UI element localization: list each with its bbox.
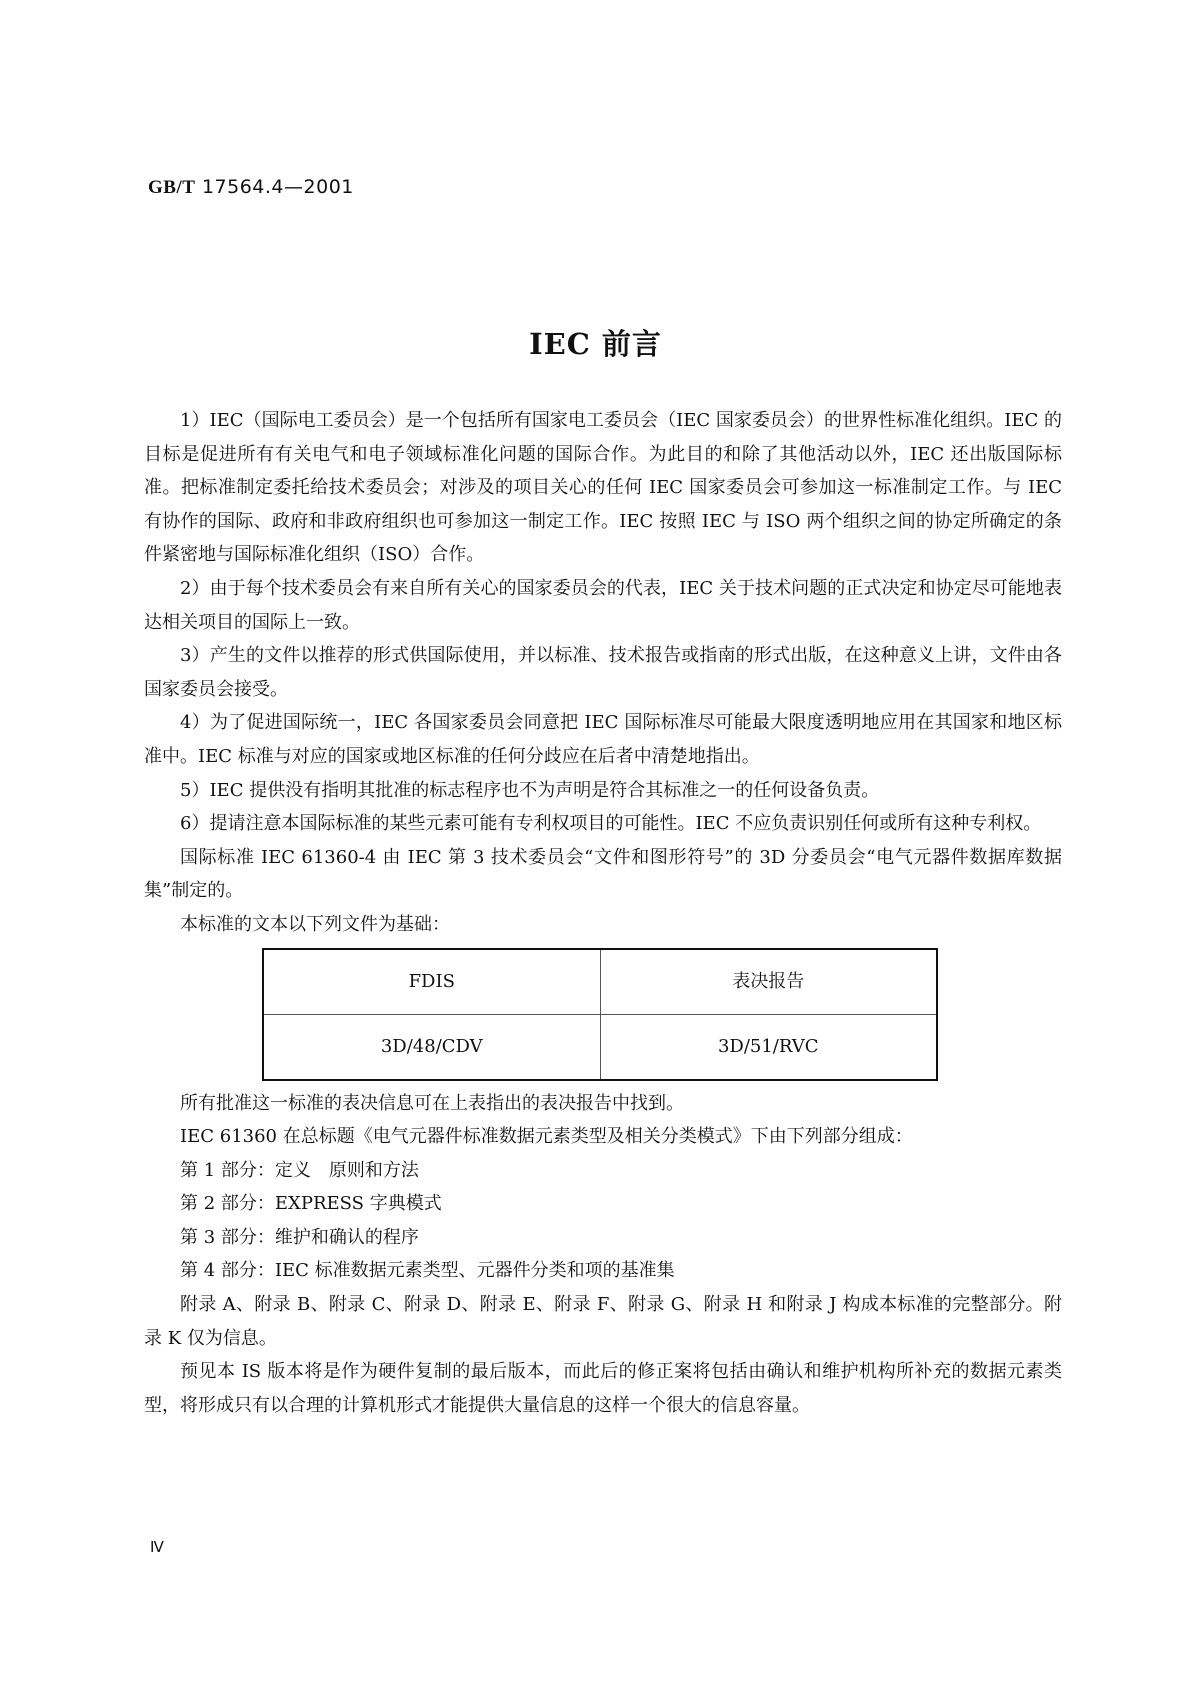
- paragraph: 国际标准 IEC 61360-4 由 IEC 第 3 技术委员会“文件和图形符号”的 3D 分委员会“电气元器件数据库数据集”制定的。: [144, 846, 1062, 902]
- page-title: IEC 前言: [529, 327, 662, 361]
- paragraph: 第 1 部分：定义 原则和方法: [180, 1159, 419, 1181]
- table-header-row: [263, 949, 937, 1015]
- table-cell: 3D/48/CDV: [263, 1014, 600, 1080]
- paragraph: 4）为了促进国际统一，IEC 各国家委员会同意把 IEC 国际标准尽可能最大限度透明地应用在其国家和地区标准中。IEC 标准与对应的国家或地区标准的任何分歧应在后者中清楚地指出。: [144, 712, 1062, 767]
- document-code-number: 17564.4—2001: [201, 176, 354, 198]
- paragraph: 本标准的文本以下列文件为基础：: [180, 913, 450, 935]
- paragraph: 第 4 部分：IEC 标准数据元素类型、元器件分类和项的基准集: [180, 1260, 675, 1282]
- table-cell: 3D/51/RVC: [600, 1014, 937, 1080]
- voting-documents-table: [262, 948, 938, 1081]
- table-header-cell: FDIS: [263, 949, 600, 1015]
- paragraph: 所有批准这一标准的表决信息可在上表指出的表决报告中找到。: [180, 1092, 684, 1114]
- paragraph: 6）提请注意本国际标准的某些元素可能有专利权项目的可能性。IEC 不应负责识别任何或所有这种专利权。: [180, 813, 1042, 835]
- paragraph: 附录 A、附录 B、附录 C、附录 D、附录 E、附录 F、附录 G、附录 H 和附录 J 构成本标准的完整部分。附录 K 仅为信息。: [144, 1294, 1062, 1349]
- paragraph: 3）产生的文件以推荐的形式供国际使用，并以标准、技术报告或指南的形式出版，在这种意义上讲，文件由各国家委员会接受。: [144, 645, 1062, 700]
- paragraph: 预见本 IS 版本将是作为硬件复制的最后版本，而此后的修正案将包括由确认和维护机构所补充的数据元素类型，将形成只有以合理的计算机形式才能提供大量信息的这样一个很大的信息容量。: [144, 1361, 1062, 1416]
- paragraph: 2）由于每个技术委员会有来自所有关心的国家委员会的代表，IEC 关于技术问题的正式决定和协定尽可能地表达相关项目的国际上一致。: [144, 577, 1062, 633]
- page-number: Ⅳ: [150, 1540, 164, 1556]
- document-code-prefix: GB/T: [148, 177, 196, 198]
- document-code: [148, 176, 354, 199]
- paragraph: 第 3 部分：维护和确认的程序: [180, 1226, 419, 1248]
- paragraph: 1）IEC（国际电工委员会）是一个包括所有国家电工委员会（IEC 国家委员会）的世界性标准化组织。IEC 的目标是促进所有有关电气和电子领域标准化问题的国际合作。为此目的和除了其他活动以外，IEC 还出版国际标准。把标准制定委托给技术委员会；对涉及的项目关心的任何 IEC 国家委员会可参加这一标准制定工作。与 IEC 有协作的国际、政府和非政府组织也可参加这一制定工作。IEC 按照 IEC 与 ISO 两个组织之间的协定所确定的条件紧密地与国际标准化组织（ISO）合作。: [144, 410, 1062, 566]
- table-row: [263, 1014, 937, 1080]
- document-body: [144, 404, 1062, 1422]
- paragraph: 第 2 部分：EXPRESS 字典模式: [180, 1193, 442, 1215]
- table-header-cell: 表决报告: [600, 949, 937, 1015]
- paragraph: 5）IEC 提供没有指明其批准的标志程序也不为声明是符合其标准之一的任何设备负责。: [180, 779, 880, 801]
- paragraph: IEC 61360 在总标题《电气元器件标准数据元素类型及相关分类模式》下由下列部分组成：: [180, 1126, 913, 1148]
